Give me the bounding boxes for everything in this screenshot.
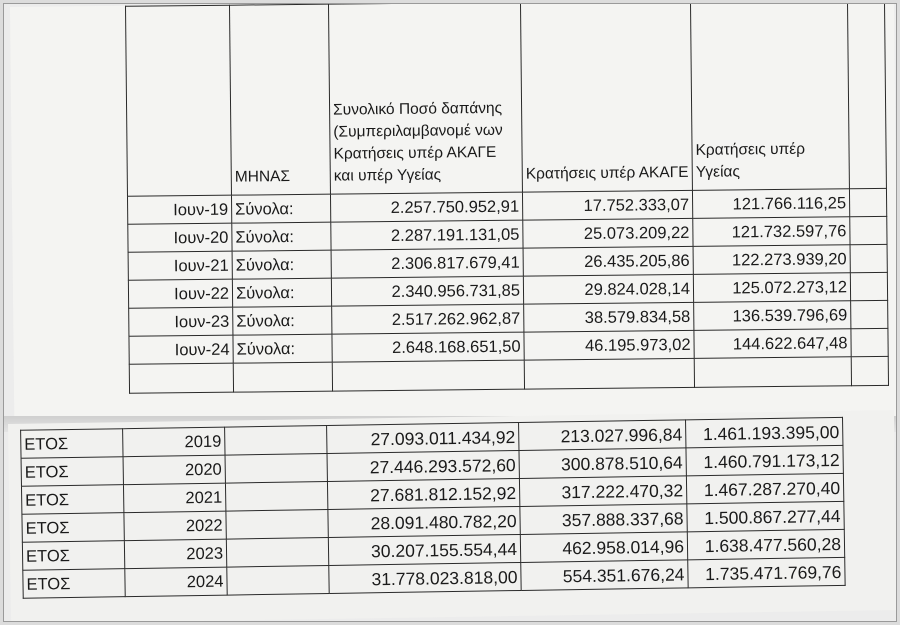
total-cell: 2.648.168.651,50 bbox=[332, 332, 524, 362]
health-cell: 121.766.116,25 bbox=[692, 189, 849, 219]
akage-cell: 38.579.834,58 bbox=[524, 302, 694, 332]
akage-cell: 357.888.337,68 bbox=[520, 504, 687, 535]
period-cell: Ιουν-23 bbox=[129, 307, 233, 336]
year-cell: 2019 bbox=[123, 427, 225, 457]
empty-cell bbox=[227, 565, 329, 595]
health-cell: 144.622.647,48 bbox=[694, 329, 851, 359]
empty-cell bbox=[694, 357, 851, 388]
akage-cell: 29.824.028,14 bbox=[523, 274, 693, 304]
extra-cell bbox=[849, 188, 886, 216]
label-cell: ΕΤΟΣ bbox=[23, 569, 125, 599]
total-cell: 2.257.750.952,91 bbox=[330, 192, 522, 222]
total-cell: 31.778.023.818,00 bbox=[329, 562, 521, 593]
empty-cell bbox=[233, 362, 332, 392]
header-period bbox=[125, 5, 231, 196]
akage-cell: 25.073.209,22 bbox=[523, 218, 693, 248]
health-cell: 1.461.193.395,00 bbox=[686, 417, 843, 447]
health-cell: 136.539.796,69 bbox=[694, 301, 851, 331]
period-cell: Ιουν-21 bbox=[128, 251, 232, 280]
label-cell: Σύνολα: bbox=[233, 334, 332, 363]
period-cell: Ιουν-24 bbox=[129, 335, 233, 364]
label-cell: Σύνολα: bbox=[231, 194, 330, 223]
total-cell: 2.517.262.962,87 bbox=[332, 304, 524, 334]
empty-cell bbox=[225, 481, 327, 511]
period-cell: Ιουν-19 bbox=[127, 195, 231, 224]
total-cell: 28.091.480.782,20 bbox=[328, 506, 520, 537]
period-cell: Ιουν-20 bbox=[128, 223, 232, 252]
empty-cell bbox=[226, 537, 328, 567]
health-cell: 121.732.597,76 bbox=[693, 217, 850, 247]
health-cell: 122.273.939,20 bbox=[693, 245, 850, 275]
year-cell: 2023 bbox=[124, 539, 226, 569]
akage-cell: 46.195.973,02 bbox=[524, 330, 694, 360]
monthly-table bbox=[125, 3, 889, 394]
document-photo bbox=[3, 3, 897, 622]
yearly-sheet bbox=[8, 410, 897, 622]
year-cell: 2024 bbox=[125, 567, 227, 597]
header-health: Κρατήσεις υπέρ Υγείας bbox=[690, 3, 849, 190]
label-cell: Σύνολα: bbox=[232, 222, 331, 251]
akage-cell: 213.027.996,84 bbox=[519, 420, 686, 451]
total-cell: 2.306.817.679,41 bbox=[331, 248, 523, 278]
monthly-sheet bbox=[10, 3, 897, 437]
total-cell: 2.287.191.131,05 bbox=[331, 220, 523, 250]
label-cell: ΕΤΟΣ bbox=[21, 429, 123, 459]
extra-cell bbox=[851, 328, 888, 356]
header-akage: Κρατήσεις υπέρ ΑΚΑΓΕ bbox=[520, 3, 692, 192]
total-cell: 27.093.011.434,92 bbox=[327, 422, 519, 453]
akage-cell: 300.878.510,64 bbox=[519, 448, 686, 479]
header-extra bbox=[847, 3, 886, 189]
extra-cell bbox=[850, 216, 887, 244]
akage-cell: 17.752.333,07 bbox=[522, 190, 692, 220]
label-cell: ΕΤΟΣ bbox=[22, 541, 124, 571]
total-cell: 2.340.956.731,85 bbox=[331, 276, 523, 306]
label-cell: Σύνολα: bbox=[232, 250, 331, 279]
header-total: Συνολικό Ποσό δαπάνης (Συμπεριλαμβανομέ νων Κρατήσεις υπέρ ΑΚΑΓΕ και υπέρ Υγείας bbox=[328, 3, 522, 194]
label-cell: ΕΤΟΣ bbox=[21, 485, 123, 515]
year-cell: 2022 bbox=[124, 511, 226, 541]
label-cell: Σύνολα: bbox=[233, 306, 332, 335]
extra-cell bbox=[850, 244, 887, 272]
health-cell: 1.500.867.277,44 bbox=[687, 501, 844, 531]
year-cell: 2020 bbox=[123, 455, 225, 485]
period-cell: Ιουν-22 bbox=[128, 279, 232, 308]
empty-cell bbox=[225, 453, 327, 483]
total-cell: 30.207.155.554,44 bbox=[328, 534, 520, 565]
health-cell: 125.072.273,12 bbox=[693, 273, 850, 303]
header-row bbox=[125, 3, 886, 196]
akage-cell: 554.351.676,24 bbox=[521, 560, 688, 591]
empty-cell bbox=[524, 358, 694, 389]
akage-cell: 317.222.470,32 bbox=[519, 476, 686, 507]
total-cell: 27.446.293.572,60 bbox=[327, 450, 519, 481]
akage-cell: 462.958.014,96 bbox=[520, 532, 687, 563]
akage-cell: 26.435.205,86 bbox=[523, 246, 693, 276]
health-cell: 1.460.791.173,12 bbox=[686, 445, 843, 475]
extra-cell bbox=[850, 272, 887, 300]
extra-cell bbox=[851, 300, 888, 328]
empty-cell bbox=[226, 509, 328, 539]
empty-cell bbox=[129, 363, 233, 393]
total-cell: 27.681.812.152,92 bbox=[327, 478, 519, 509]
yearly-table bbox=[20, 417, 846, 599]
empty-cell bbox=[332, 360, 524, 391]
label-cell: ΕΤΟΣ bbox=[22, 513, 124, 543]
header-month: ΜΗΝΑΣ bbox=[229, 4, 330, 195]
empty-cell bbox=[851, 356, 888, 385]
label-cell: ΕΤΟΣ bbox=[21, 457, 123, 487]
label-cell: Σύνολα: bbox=[232, 278, 331, 307]
health-cell: 1.467.287.270,40 bbox=[686, 473, 843, 503]
year-cell: 2021 bbox=[123, 483, 225, 513]
health-cell: 1.735.471.769,76 bbox=[688, 557, 845, 587]
health-cell: 1.638.477.560,28 bbox=[687, 529, 844, 559]
empty-cell bbox=[225, 425, 327, 455]
